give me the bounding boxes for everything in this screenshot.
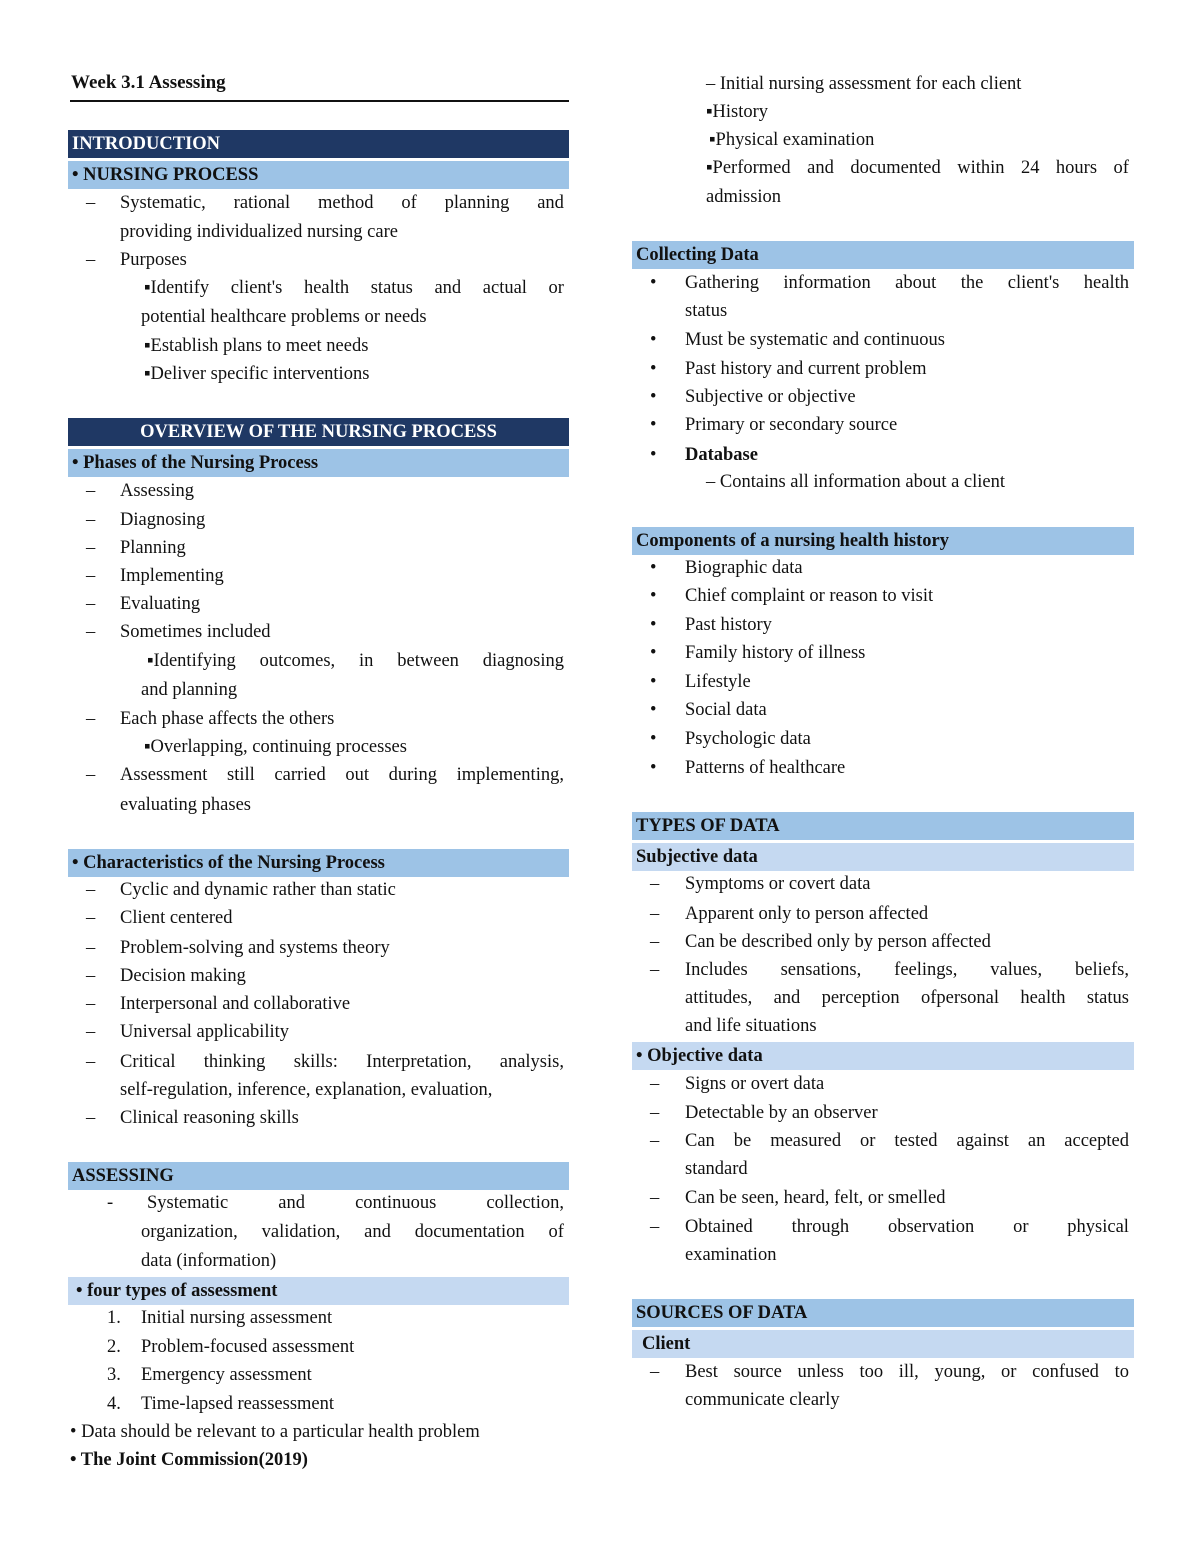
subjective-data-header: Subjective data [632, 843, 1134, 871]
bullet-marker: • [650, 758, 657, 778]
page-title: Week 3.1 Assessing [71, 72, 226, 93]
gathering-line-a: Gathering information about the client's health [685, 273, 1129, 293]
dash-marker: – [86, 193, 96, 213]
overlapping-processes: ▪Overlapping, continuing processes [144, 737, 407, 757]
bullet-marker: • [650, 672, 657, 692]
bullet-marker: • [650, 387, 657, 407]
phase-item: Implementing [120, 566, 224, 586]
component-item: Social data [685, 700, 767, 720]
characteristic-item: Universal applicability [120, 1022, 290, 1042]
joint-commission-heading: • The Joint Commission(2019) [70, 1450, 308, 1470]
assessment-type: Initial nursing assessment [141, 1308, 333, 1328]
collecting-item: Past history and current problem [685, 359, 927, 379]
best-source-a: Best source unless too ill, young, or confused to [685, 1362, 1129, 1382]
subjective-item: Symptoms or covert data [685, 874, 871, 894]
dash-marker: – [86, 594, 96, 614]
bullet-marker: • [650, 615, 657, 635]
includes-line-a: Includes sensations, feelings, values, beliefs, [685, 960, 1129, 980]
assessment-carried-b: evaluating phases [120, 795, 251, 815]
phase-item: Planning [120, 538, 186, 558]
bullet-marker: • [650, 643, 657, 663]
dash-marker: – [86, 1052, 96, 1072]
subjective-item: Can be described only by person affected [685, 932, 991, 952]
assessment-type: Time-lapsed reassessment [141, 1394, 335, 1414]
client-subheader: Client [632, 1330, 1134, 1358]
types-of-assessment-header: • four types of assessment [68, 1277, 569, 1305]
objective-item: Detectable by an observer [685, 1103, 878, 1123]
measured-line-a: Can be measured or tested against an accepted [685, 1131, 1129, 1151]
dash-marker: – [86, 510, 96, 530]
characteristic-item: Problem-solving and systems theory [120, 938, 390, 958]
bullet-marker: • [650, 330, 657, 350]
dash-marker: – [650, 1131, 660, 1151]
component-item: Family history of illness [685, 643, 866, 663]
collecting-data-header: Collecting Data [632, 241, 1134, 269]
dash-marker: – [650, 1103, 660, 1123]
obtained-line-b: examination [685, 1245, 777, 1265]
bullet-marker: • [650, 700, 657, 720]
purpose-1a: ▪Identify client's health status and actual or [144, 278, 564, 298]
overview-header: OVERVIEW OF THE NURSING PROCESS [68, 418, 569, 446]
phase-item: Sometimes included [120, 622, 271, 642]
dash-marker: – [650, 904, 660, 924]
list-number: 2. [107, 1337, 121, 1357]
purpose-2: ▪Establish plans to meet needs [144, 336, 369, 356]
list-number: 3. [107, 1365, 121, 1385]
characteristics-header: • Characteristics of the Nursing Process [68, 849, 569, 877]
hyphen-marker: - [107, 1193, 114, 1213]
collecting-item: Subjective or objective [685, 387, 856, 407]
dash-marker: – [650, 932, 660, 952]
dash-marker: – [650, 1074, 660, 1094]
assessing-def-c: data (information) [141, 1251, 277, 1271]
dash-marker: – [86, 994, 96, 1014]
dash-marker: – [86, 566, 96, 586]
component-item: Patterns of healthcare [685, 758, 846, 778]
critical-thinking-a: Critical thinking skills: Interpretation, analysis, [120, 1052, 564, 1072]
dash-marker: – [86, 481, 96, 501]
each-phase-affects: Each phase affects the others [120, 709, 335, 729]
includes-line-b: attitudes, and perception ofpersonal health status [685, 988, 1129, 1008]
introduction-header: INTRODUCTION [68, 130, 569, 158]
phase-item: Evaluating [120, 594, 201, 614]
dash-marker: – [86, 765, 96, 785]
characteristic-item: Client centered [120, 908, 233, 928]
collecting-item: Primary or secondary source [685, 415, 898, 435]
purpose-1b: potential healthcare problems or needs [141, 307, 427, 327]
nursing-process-subheader: • NURSING PROCESS [68, 161, 569, 189]
database-label: Database [685, 445, 758, 465]
component-item: Biographic data [685, 558, 803, 578]
collecting-item: Must be systematic and continuous [685, 330, 945, 350]
assessment-carried-a: Assessment still carried out during implementing, [120, 765, 564, 785]
performed-line-a: ▪Performed and documented within 24 hours of [706, 158, 1129, 178]
characteristic-item: Cyclic and dynamic rather than static [120, 880, 396, 900]
characteristic-item: Decision making [120, 966, 246, 986]
dash-marker: – [650, 1188, 660, 1208]
history-line: ▪History [706, 102, 769, 122]
bullet-marker: • [650, 273, 657, 293]
bullet-marker: • [650, 445, 657, 465]
identifying-outcomes-b: and planning [141, 680, 238, 700]
dash-marker: – [86, 938, 96, 958]
component-item: Chief complaint or reason to visit [685, 586, 934, 606]
purposes-label: Purposes [120, 250, 187, 270]
dash-marker: – [86, 966, 96, 986]
subjective-item: Apparent only to person affected [685, 904, 929, 924]
bullet-marker: • [650, 586, 657, 606]
dash-marker: – [86, 709, 96, 729]
component-item: Psychologic data [685, 729, 811, 749]
clinical-reasoning: Clinical reasoning skills [120, 1108, 299, 1128]
component-item: Lifestyle [685, 672, 751, 692]
purpose-3: ▪Deliver specific interventions [144, 364, 370, 384]
dash-marker: – [86, 538, 96, 558]
list-number: 4. [107, 1394, 121, 1414]
dash-marker: – [86, 1108, 96, 1128]
phase-item: Assessing [120, 481, 195, 501]
sources-of-data-header: SOURCES OF DATA [632, 1299, 1134, 1327]
best-source-b: communicate clearly [685, 1390, 840, 1410]
assessing-def-a: Systematic and continuous collection, [147, 1193, 564, 1213]
dash-marker: – [650, 1362, 660, 1382]
objective-item: Signs or overt data [685, 1074, 825, 1094]
bullet-marker: • [650, 359, 657, 379]
characteristic-item: Interpersonal and collaborative [120, 994, 351, 1014]
dash-marker: – [650, 874, 660, 894]
components-header: Components of a nursing health history [632, 527, 1134, 555]
objective-data-header: • Objective data [632, 1042, 1134, 1070]
component-item: Past history [685, 615, 772, 635]
includes-line-c: and life situations [685, 1016, 817, 1036]
assessment-type: Emergency assessment [141, 1365, 312, 1385]
critical-thinking-b: self-regulation, inference, explanation, evaluation, [120, 1080, 493, 1100]
types-of-data-header: TYPES OF DATA [632, 812, 1134, 840]
bullet-marker: • [650, 415, 657, 435]
assessment-type: Problem-focused assessment [141, 1337, 355, 1357]
title-divider [70, 100, 569, 102]
dash-marker: – [86, 250, 96, 270]
intro-line-1b: providing individualized nursing care [120, 222, 398, 242]
measured-line-b: standard [685, 1159, 748, 1179]
data-relevant-note: • Data should be relevant to a particular health problem [70, 1422, 480, 1442]
intro-line-1a: Systematic, rational method of planning and [120, 193, 564, 213]
identifying-outcomes-a: ▪Identifying outcomes, in between diagnosing [147, 651, 564, 671]
gathering-line-b: status [685, 301, 728, 321]
objective-item: Can be seen, heard, felt, or smelled [685, 1188, 946, 1208]
dash-marker: – [86, 908, 96, 928]
initial-assessment-line: – Initial nursing assessment for each client [706, 74, 1022, 94]
bullet-marker: • [650, 729, 657, 749]
dash-marker: – [650, 960, 660, 980]
performed-line-b: admission [706, 187, 782, 207]
bullet-marker: • [650, 558, 657, 578]
list-number: 1. [107, 1308, 121, 1328]
dash-marker: – [86, 622, 96, 642]
assessing-def-b: organization, validation, and documentation of [141, 1222, 564, 1242]
obtained-line-a: Obtained through observation or physical [685, 1217, 1129, 1237]
dash-marker: – [650, 1217, 660, 1237]
phases-subheader: • Phases of the Nursing Process [68, 449, 569, 477]
phase-item: Diagnosing [120, 510, 206, 530]
database-description: – Contains all information about a client [706, 472, 1006, 492]
dash-marker: – [86, 1022, 96, 1042]
dash-marker: – [86, 880, 96, 900]
assessing-header: ASSESSING [68, 1162, 569, 1190]
physical-exam-line: ▪Physical examination [709, 130, 875, 150]
